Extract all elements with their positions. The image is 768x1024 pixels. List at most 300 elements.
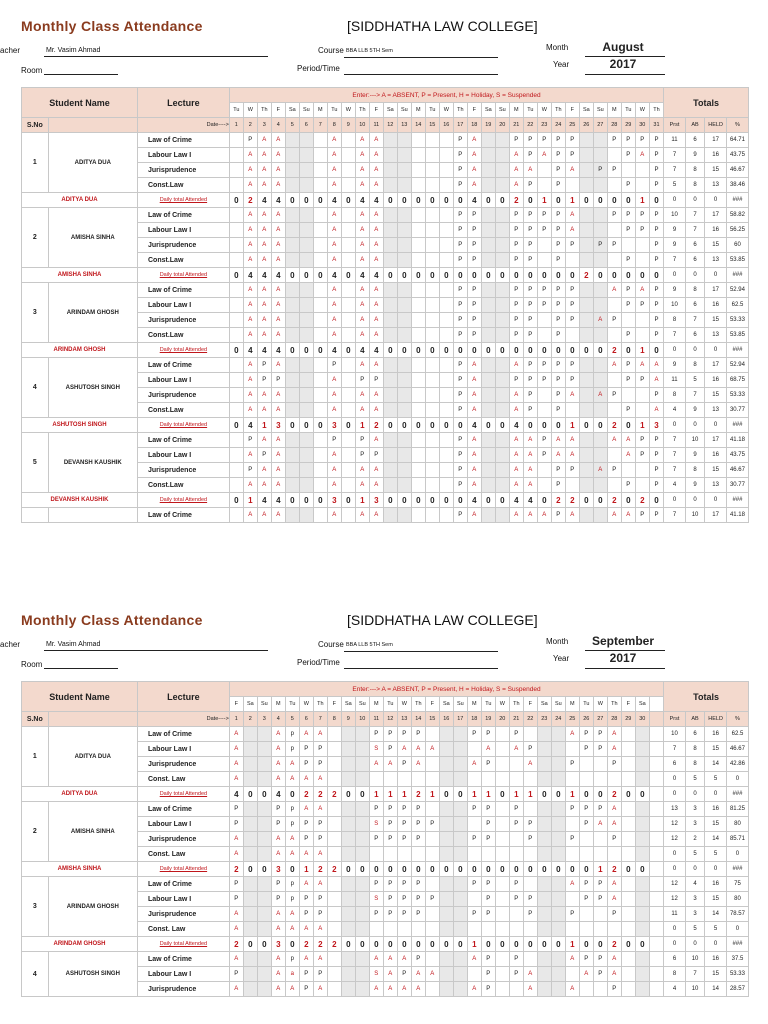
- attendance-cell[interactable]: [523, 727, 537, 742]
- attendance-cell[interactable]: [383, 133, 397, 148]
- attendance-cell[interactable]: [299, 223, 313, 238]
- attendance-cell[interactable]: A: [355, 508, 369, 523]
- attendance-cell[interactable]: [593, 982, 607, 997]
- attendance-cell[interactable]: A: [327, 283, 341, 298]
- attendance-cell[interactable]: [439, 802, 453, 817]
- attendance-cell[interactable]: [649, 967, 663, 982]
- attendance-cell[interactable]: A: [509, 448, 523, 463]
- attendance-cell[interactable]: A: [271, 223, 285, 238]
- attendance-cell[interactable]: [257, 817, 271, 832]
- attendance-cell[interactable]: [481, 448, 495, 463]
- attendance-cell[interactable]: [397, 358, 411, 373]
- attendance-cell[interactable]: A: [369, 952, 383, 967]
- attendance-cell[interactable]: [635, 922, 649, 937]
- attendance-cell[interactable]: A: [243, 508, 257, 523]
- attendance-cell[interactable]: [285, 328, 299, 343]
- attendance-cell[interactable]: A: [467, 952, 481, 967]
- attendance-cell[interactable]: [397, 433, 411, 448]
- attendance-cell[interactable]: [285, 358, 299, 373]
- attendance-cell[interactable]: A: [327, 313, 341, 328]
- attendance-cell[interactable]: A: [369, 463, 383, 478]
- attendance-cell[interactable]: A: [243, 313, 257, 328]
- attendance-cell[interactable]: A: [369, 238, 383, 253]
- attendance-cell[interactable]: A: [327, 508, 341, 523]
- attendance-cell[interactable]: A: [327, 148, 341, 163]
- attendance-cell[interactable]: A: [565, 952, 579, 967]
- attendance-cell[interactable]: A: [565, 508, 579, 523]
- attendance-cell[interactable]: A: [467, 133, 481, 148]
- attendance-cell[interactable]: [495, 223, 509, 238]
- attendance-cell[interactable]: A: [229, 982, 243, 997]
- attendance-cell[interactable]: P: [565, 832, 579, 847]
- attendance-cell[interactable]: [341, 433, 355, 448]
- attendance-cell[interactable]: [229, 223, 243, 238]
- attendance-cell[interactable]: [495, 238, 509, 253]
- attendance-cell[interactable]: P: [579, 877, 593, 892]
- attendance-cell[interactable]: A: [565, 223, 579, 238]
- attendance-cell[interactable]: A: [327, 133, 341, 148]
- attendance-cell[interactable]: [397, 208, 411, 223]
- attendance-cell[interactable]: [565, 967, 579, 982]
- attendance-cell[interactable]: [383, 163, 397, 178]
- attendance-cell[interactable]: P: [481, 982, 495, 997]
- attendance-cell[interactable]: [383, 433, 397, 448]
- attendance-cell[interactable]: [537, 877, 551, 892]
- attendance-cell[interactable]: [439, 907, 453, 922]
- attendance-cell[interactable]: [481, 208, 495, 223]
- attendance-cell[interactable]: P: [369, 877, 383, 892]
- attendance-cell[interactable]: [523, 802, 537, 817]
- attendance-cell[interactable]: A: [425, 742, 439, 757]
- attendance-cell[interactable]: P: [593, 892, 607, 907]
- attendance-cell[interactable]: [481, 163, 495, 178]
- attendance-cell[interactable]: [341, 283, 355, 298]
- attendance-cell[interactable]: [257, 967, 271, 982]
- attendance-cell[interactable]: [229, 448, 243, 463]
- attendance-cell[interactable]: [537, 967, 551, 982]
- attendance-cell[interactable]: [593, 298, 607, 313]
- attendance-cell[interactable]: [579, 922, 593, 937]
- attendance-cell[interactable]: P: [621, 358, 635, 373]
- attendance-cell[interactable]: [495, 967, 509, 982]
- attendance-cell[interactable]: A: [369, 403, 383, 418]
- attendance-cell[interactable]: p: [285, 892, 299, 907]
- attendance-cell[interactable]: [411, 772, 425, 787]
- attendance-cell[interactable]: A: [369, 313, 383, 328]
- attendance-cell[interactable]: A: [271, 388, 285, 403]
- attendance-cell[interactable]: [285, 463, 299, 478]
- attendance-cell[interactable]: [537, 907, 551, 922]
- attendance-cell[interactable]: [551, 967, 565, 982]
- attendance-cell[interactable]: P: [607, 982, 621, 997]
- attendance-cell[interactable]: [341, 328, 355, 343]
- attendance-cell[interactable]: A: [327, 448, 341, 463]
- attendance-cell[interactable]: [383, 478, 397, 493]
- attendance-cell[interactable]: P: [635, 298, 649, 313]
- attendance-cell[interactable]: A: [271, 208, 285, 223]
- attendance-cell[interactable]: [313, 298, 327, 313]
- attendance-cell[interactable]: P: [565, 907, 579, 922]
- attendance-cell[interactable]: P: [607, 133, 621, 148]
- attendance-cell[interactable]: [397, 508, 411, 523]
- attendance-cell[interactable]: [551, 982, 565, 997]
- attendance-cell[interactable]: [257, 772, 271, 787]
- attendance-cell[interactable]: P: [411, 802, 425, 817]
- attendance-cell[interactable]: [537, 817, 551, 832]
- attendance-cell[interactable]: A: [607, 358, 621, 373]
- attendance-cell[interactable]: A: [271, 967, 285, 982]
- attendance-cell[interactable]: [425, 772, 439, 787]
- attendance-cell[interactable]: [495, 148, 509, 163]
- attendance-cell[interactable]: A: [607, 742, 621, 757]
- attendance-cell[interactable]: A: [313, 982, 327, 997]
- attendance-cell[interactable]: P: [537, 358, 551, 373]
- attendance-cell[interactable]: A: [509, 463, 523, 478]
- attendance-cell[interactable]: [341, 358, 355, 373]
- attendance-cell[interactable]: [565, 892, 579, 907]
- attendance-cell[interactable]: P: [635, 223, 649, 238]
- attendance-cell[interactable]: [649, 952, 663, 967]
- attendance-cell[interactable]: P: [593, 877, 607, 892]
- attendance-cell[interactable]: P: [635, 448, 649, 463]
- attendance-cell[interactable]: p: [285, 742, 299, 757]
- attendance-cell[interactable]: A: [467, 478, 481, 493]
- attendance-cell[interactable]: [635, 727, 649, 742]
- attendance-cell[interactable]: P: [621, 223, 635, 238]
- attendance-cell[interactable]: [341, 967, 355, 982]
- attendance-cell[interactable]: [341, 727, 355, 742]
- attendance-cell[interactable]: [495, 817, 509, 832]
- attendance-cell[interactable]: [565, 922, 579, 937]
- attendance-cell[interactable]: [299, 283, 313, 298]
- attendance-cell[interactable]: A: [299, 922, 313, 937]
- attendance-cell[interactable]: P: [299, 832, 313, 847]
- attendance-cell[interactable]: A: [467, 388, 481, 403]
- attendance-cell[interactable]: [341, 982, 355, 997]
- attendance-cell[interactable]: [397, 463, 411, 478]
- attendance-cell[interactable]: [537, 163, 551, 178]
- attendance-cell[interactable]: [313, 313, 327, 328]
- attendance-cell[interactable]: [411, 253, 425, 268]
- attendance-cell[interactable]: [229, 238, 243, 253]
- attendance-cell[interactable]: [607, 772, 621, 787]
- attendance-cell[interactable]: [439, 283, 453, 298]
- attendance-cell[interactable]: A: [327, 223, 341, 238]
- attendance-cell[interactable]: [313, 283, 327, 298]
- attendance-cell[interactable]: A: [355, 148, 369, 163]
- attendance-cell[interactable]: P: [313, 742, 327, 757]
- attendance-cell[interactable]: A: [355, 463, 369, 478]
- attendance-cell[interactable]: A: [369, 133, 383, 148]
- attendance-cell[interactable]: A: [271, 238, 285, 253]
- attendance-cell[interactable]: [439, 478, 453, 493]
- attendance-cell[interactable]: A: [383, 952, 397, 967]
- attendance-cell[interactable]: A: [467, 982, 481, 997]
- attendance-cell[interactable]: [579, 448, 593, 463]
- attendance-cell[interactable]: [425, 253, 439, 268]
- attendance-cell[interactable]: A: [243, 238, 257, 253]
- attendance-cell[interactable]: [439, 373, 453, 388]
- attendance-cell[interactable]: [383, 508, 397, 523]
- attendance-cell[interactable]: A: [523, 433, 537, 448]
- attendance-cell[interactable]: [635, 877, 649, 892]
- attendance-cell[interactable]: A: [565, 448, 579, 463]
- attendance-cell[interactable]: [285, 208, 299, 223]
- attendance-cell[interactable]: [481, 403, 495, 418]
- attendance-cell[interactable]: [579, 433, 593, 448]
- attendance-cell[interactable]: P: [355, 433, 369, 448]
- attendance-cell[interactable]: P: [635, 433, 649, 448]
- attendance-cell[interactable]: [495, 508, 509, 523]
- attendance-cell[interactable]: A: [257, 283, 271, 298]
- attendance-cell[interactable]: P: [467, 832, 481, 847]
- attendance-cell[interactable]: A: [565, 982, 579, 997]
- attendance-cell[interactable]: A: [523, 967, 537, 982]
- attendance-cell[interactable]: [383, 328, 397, 343]
- attendance-cell[interactable]: [495, 178, 509, 193]
- attendance-cell[interactable]: P: [551, 313, 565, 328]
- attendance-cell[interactable]: P: [481, 757, 495, 772]
- attendance-cell[interactable]: A: [369, 508, 383, 523]
- attendance-cell[interactable]: P: [397, 967, 411, 982]
- attendance-cell[interactable]: [229, 163, 243, 178]
- attendance-cell[interactable]: A: [537, 508, 551, 523]
- attendance-cell[interactable]: [579, 208, 593, 223]
- attendance-cell[interactable]: [565, 847, 579, 862]
- attendance-cell[interactable]: P: [579, 802, 593, 817]
- attendance-cell[interactable]: [383, 238, 397, 253]
- attendance-cell[interactable]: P: [551, 208, 565, 223]
- attendance-cell[interactable]: [523, 772, 537, 787]
- attendance-cell[interactable]: [621, 832, 635, 847]
- attendance-cell[interactable]: P: [649, 208, 663, 223]
- attendance-cell[interactable]: P: [467, 802, 481, 817]
- attendance-cell[interactable]: [537, 727, 551, 742]
- attendance-cell[interactable]: [327, 952, 341, 967]
- attendance-cell[interactable]: P: [551, 508, 565, 523]
- attendance-cell[interactable]: [593, 922, 607, 937]
- attendance-cell[interactable]: [495, 328, 509, 343]
- attendance-cell[interactable]: [439, 952, 453, 967]
- attendance-cell[interactable]: A: [355, 403, 369, 418]
- attendance-cell[interactable]: P: [397, 802, 411, 817]
- attendance-cell[interactable]: P: [565, 283, 579, 298]
- attendance-cell[interactable]: [425, 922, 439, 937]
- attendance-cell[interactable]: A: [313, 922, 327, 937]
- attendance-cell[interactable]: [313, 388, 327, 403]
- attendance-cell[interactable]: [593, 403, 607, 418]
- attendance-cell[interactable]: [495, 892, 509, 907]
- attendance-cell[interactable]: [621, 313, 635, 328]
- attendance-cell[interactable]: [481, 298, 495, 313]
- attendance-cell[interactable]: [509, 907, 523, 922]
- attendance-cell[interactable]: A: [383, 967, 397, 982]
- attendance-cell[interactable]: [327, 922, 341, 937]
- attendance-cell[interactable]: P: [397, 877, 411, 892]
- attendance-cell[interactable]: P: [299, 982, 313, 997]
- attendance-cell[interactable]: P: [453, 328, 467, 343]
- attendance-cell[interactable]: P: [467, 907, 481, 922]
- attendance-cell[interactable]: [299, 448, 313, 463]
- attendance-cell[interactable]: P: [607, 757, 621, 772]
- attendance-cell[interactable]: A: [649, 358, 663, 373]
- attendance-cell[interactable]: A: [467, 403, 481, 418]
- attendance-cell[interactable]: A: [607, 727, 621, 742]
- attendance-cell[interactable]: A: [313, 877, 327, 892]
- attendance-cell[interactable]: [313, 238, 327, 253]
- attendance-cell[interactable]: A: [551, 448, 565, 463]
- attendance-cell[interactable]: [621, 802, 635, 817]
- attendance-cell[interactable]: [593, 478, 607, 493]
- attendance-cell[interactable]: P: [425, 892, 439, 907]
- attendance-cell[interactable]: P: [509, 328, 523, 343]
- attendance-cell[interactable]: A: [243, 448, 257, 463]
- attendance-cell[interactable]: [593, 283, 607, 298]
- attendance-cell[interactable]: [439, 817, 453, 832]
- attendance-cell[interactable]: [495, 907, 509, 922]
- attendance-cell[interactable]: [439, 208, 453, 223]
- attendance-cell[interactable]: [425, 238, 439, 253]
- attendance-cell[interactable]: P: [509, 253, 523, 268]
- attendance-cell[interactable]: A: [271, 133, 285, 148]
- attendance-cell[interactable]: [229, 358, 243, 373]
- attendance-cell[interactable]: [537, 952, 551, 967]
- attendance-cell[interactable]: P: [397, 757, 411, 772]
- attendance-cell[interactable]: A: [593, 388, 607, 403]
- attendance-cell[interactable]: P: [621, 208, 635, 223]
- attendance-cell[interactable]: P: [299, 967, 313, 982]
- attendance-cell[interactable]: A: [313, 802, 327, 817]
- attendance-cell[interactable]: [607, 223, 621, 238]
- attendance-cell[interactable]: [313, 463, 327, 478]
- attendance-cell[interactable]: [593, 178, 607, 193]
- attendance-cell[interactable]: [425, 223, 439, 238]
- attendance-cell[interactable]: [495, 478, 509, 493]
- attendance-cell[interactable]: [355, 892, 369, 907]
- attendance-cell[interactable]: A: [243, 178, 257, 193]
- attendance-cell[interactable]: [243, 922, 257, 937]
- attendance-cell[interactable]: A: [313, 952, 327, 967]
- attendance-cell[interactable]: [341, 133, 355, 148]
- attendance-cell[interactable]: [635, 802, 649, 817]
- attendance-cell[interactable]: [411, 463, 425, 478]
- attendance-cell[interactable]: A: [649, 403, 663, 418]
- attendance-cell[interactable]: A: [467, 448, 481, 463]
- attendance-cell[interactable]: S: [369, 892, 383, 907]
- attendance-cell[interactable]: [495, 433, 509, 448]
- attendance-cell[interactable]: [635, 403, 649, 418]
- attendance-cell[interactable]: [257, 922, 271, 937]
- attendance-cell[interactable]: P: [481, 727, 495, 742]
- attendance-cell[interactable]: A: [327, 253, 341, 268]
- attendance-cell[interactable]: P: [383, 802, 397, 817]
- attendance-cell[interactable]: A: [523, 163, 537, 178]
- attendance-cell[interactable]: A: [369, 388, 383, 403]
- attendance-cell[interactable]: A: [243, 253, 257, 268]
- attendance-cell[interactable]: A: [355, 388, 369, 403]
- attendance-cell[interactable]: A: [355, 133, 369, 148]
- attendance-cell[interactable]: [313, 148, 327, 163]
- attendance-cell[interactable]: P: [313, 817, 327, 832]
- attendance-cell[interactable]: P: [551, 133, 565, 148]
- attendance-cell[interactable]: [635, 742, 649, 757]
- attendance-cell[interactable]: A: [509, 163, 523, 178]
- attendance-cell[interactable]: [635, 892, 649, 907]
- attendance-cell[interactable]: P: [453, 463, 467, 478]
- attendance-cell[interactable]: P: [453, 283, 467, 298]
- attendance-cell[interactable]: [495, 448, 509, 463]
- attendance-cell[interactable]: p: [285, 877, 299, 892]
- attendance-cell[interactable]: [635, 463, 649, 478]
- attendance-cell[interactable]: [635, 832, 649, 847]
- attendance-cell[interactable]: [257, 877, 271, 892]
- attendance-cell[interactable]: [621, 163, 635, 178]
- attendance-cell[interactable]: [579, 178, 593, 193]
- attendance-cell[interactable]: P: [649, 133, 663, 148]
- attendance-cell[interactable]: [607, 847, 621, 862]
- attendance-cell[interactable]: [313, 433, 327, 448]
- attendance-cell[interactable]: P: [453, 388, 467, 403]
- attendance-cell[interactable]: [635, 772, 649, 787]
- attendance-cell[interactable]: P: [537, 433, 551, 448]
- attendance-cell[interactable]: [229, 148, 243, 163]
- attendance-cell[interactable]: [509, 922, 523, 937]
- attendance-cell[interactable]: [383, 298, 397, 313]
- attendance-cell[interactable]: [411, 283, 425, 298]
- attendance-cell[interactable]: [411, 373, 425, 388]
- attendance-cell[interactable]: P: [593, 802, 607, 817]
- attendance-cell[interactable]: P: [229, 967, 243, 982]
- attendance-cell[interactable]: [341, 148, 355, 163]
- attendance-cell[interactable]: A: [467, 373, 481, 388]
- attendance-cell[interactable]: [495, 772, 509, 787]
- attendance-cell[interactable]: A: [607, 952, 621, 967]
- attendance-cell[interactable]: A: [649, 373, 663, 388]
- attendance-cell[interactable]: P: [383, 907, 397, 922]
- attendance-cell[interactable]: [593, 133, 607, 148]
- attendance-cell[interactable]: P: [523, 907, 537, 922]
- attendance-cell[interactable]: [649, 877, 663, 892]
- attendance-cell[interactable]: P: [537, 223, 551, 238]
- attendance-cell[interactable]: [411, 478, 425, 493]
- attendance-cell[interactable]: [299, 133, 313, 148]
- attendance-cell[interactable]: A: [355, 238, 369, 253]
- attendance-cell[interactable]: p: [285, 952, 299, 967]
- attendance-cell[interactable]: P: [327, 358, 341, 373]
- attendance-cell[interactable]: [243, 817, 257, 832]
- attendance-cell[interactable]: [439, 448, 453, 463]
- attendance-cell[interactable]: P: [649, 313, 663, 328]
- attendance-cell[interactable]: P: [523, 223, 537, 238]
- attendance-cell[interactable]: P: [621, 283, 635, 298]
- attendance-cell[interactable]: P: [411, 817, 425, 832]
- attendance-cell[interactable]: [565, 178, 579, 193]
- attendance-cell[interactable]: [355, 727, 369, 742]
- attendance-cell[interactable]: P: [369, 373, 383, 388]
- attendance-cell[interactable]: [649, 817, 663, 832]
- attendance-cell[interactable]: P: [593, 952, 607, 967]
- attendance-cell[interactable]: [593, 223, 607, 238]
- attendance-cell[interactable]: [341, 373, 355, 388]
- attendance-cell[interactable]: P: [467, 328, 481, 343]
- attendance-cell[interactable]: [341, 508, 355, 523]
- attendance-cell[interactable]: [355, 742, 369, 757]
- attendance-cell[interactable]: A: [607, 283, 621, 298]
- attendance-cell[interactable]: A: [355, 478, 369, 493]
- attendance-cell[interactable]: P: [523, 817, 537, 832]
- attendance-cell[interactable]: P: [397, 907, 411, 922]
- attendance-cell[interactable]: [257, 832, 271, 847]
